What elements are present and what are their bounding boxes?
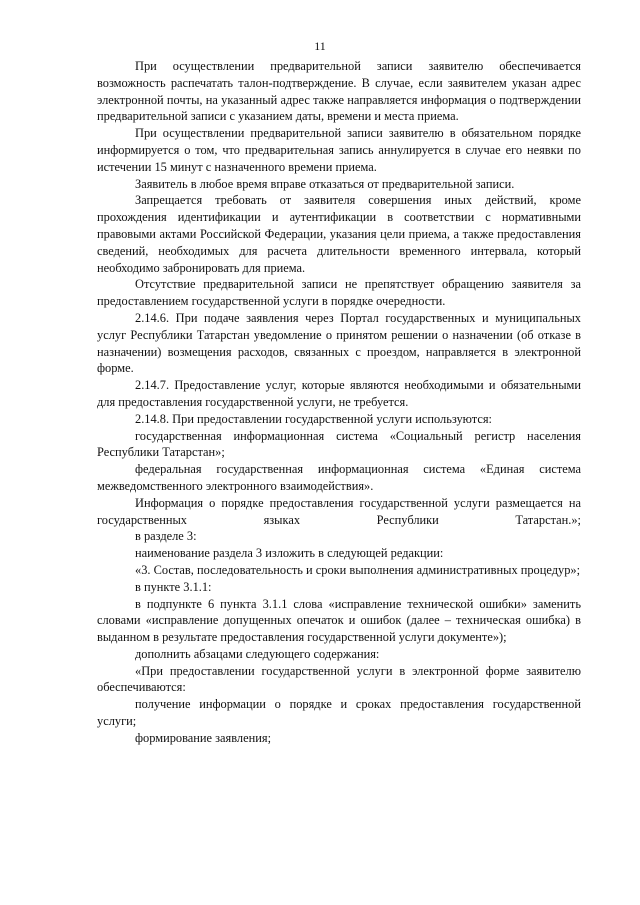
- paragraph: наименование раздела 3 изложить в следующей редакции:: [135, 546, 444, 561]
- paragraph: федеральная государственная информационная система «Единая система межведомственного электронного взаимодействия».: [97, 462, 581, 493]
- paragraph: Отсутствие предварительной записи не препятствует обращению заявителя за предоставлением государственной услуги в порядке очередности.: [97, 277, 581, 309]
- paragraph: государственная информационная система «Социальный регистр населения Республики Татарстан»;: [97, 428, 581, 460]
- paragraph: формирование заявления;: [135, 730, 272, 745]
- paragraph: «3. Состав, последовательность и сроки выполнения административных процедур»;: [135, 562, 581, 577]
- paragraph: «При предоставлении государственной услуги в электронной форме заявителю обеспечиваются:: [97, 663, 581, 695]
- document-body: [97, 58, 581, 747]
- paragraph: в пункте 3.1.1:: [135, 579, 212, 594]
- paragraph: получение информации о порядке и сроках предоставления государственной услуги;: [97, 697, 581, 729]
- paragraph: Запрещается требовать от заявителя совершения иных действий, кроме прохождения идентификации и аутентификации в соответствии с нормативными правовыми актами Российской Федерации, указания цели приема, а также предоставления сведений, необходимых для расчета длительности временного интервала, который необходимо забронировать для приема.: [97, 193, 581, 275]
- paragraph: Информация о порядке предоставления государственной услуги размещается на государственных языках Республики Татарстан.»;: [97, 495, 581, 527]
- paragraph: При осуществлении предварительной записи заявителю в обязательном порядке информируется о том, что предварительная запись аннулируется в случае его неявки по истечении 15 минут с назначенного времени приема.: [97, 126, 581, 174]
- page-number: 11: [314, 39, 326, 53]
- paragraph: в подпункте 6 пункта 3.1.1 слова «исправление технической ошибки» заменить словами «исправление допущенных опечаток и ошибок (далее – техническая ошибка) в выданном в результате предоставления государственной услуги документе»);: [97, 596, 581, 645]
- paragraph: дополнить абзацами следующего содержания:: [135, 646, 380, 661]
- paragraph: Заявитель в любое время вправе отказаться от предварительной записи.: [135, 176, 515, 191]
- paragraph: в разделе 3:: [135, 529, 197, 544]
- paragraph: 2.14.7. Предоставление услуг, которые являются необходимыми и обязательными для предоставления государственной услуги, не требуется.: [97, 378, 581, 409]
- paragraph: При осуществлении предварительной записи заявителю обеспечивается возможность распечатать талон-подтверждение. В случае, если заявителем указан адрес электронной почты, на указанный адрес также направляется информация о подтверждении предварительной записи с указанием даты, времени и места приема.: [97, 59, 581, 124]
- paragraph: 2.14.8. При предоставлении государственной услуги используются:: [135, 411, 492, 426]
- paragraph: 2.14.6. При подаче заявления через Портал государственных и муниципальных услуг Республики Татарстан уведомление о принятом решении о назначении (об отказе в назначении) возмещения расходов, связанных с проездом, направляется в электронной форме.: [97, 310, 581, 376]
